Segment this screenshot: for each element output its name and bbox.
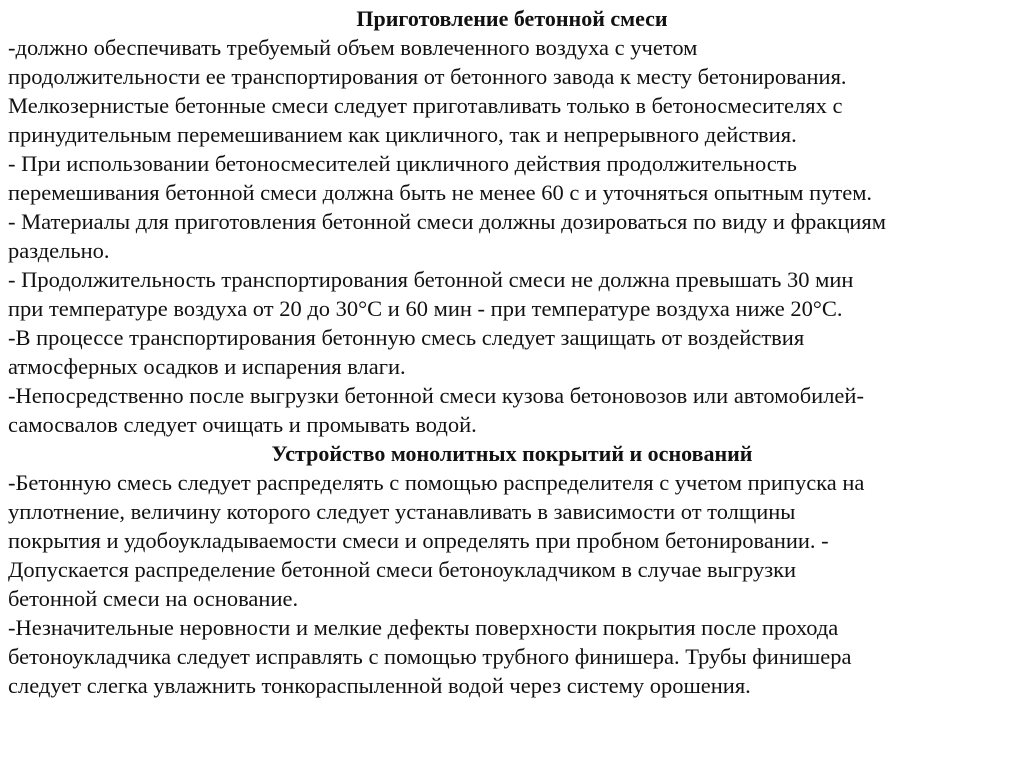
text-line: покрытия и удобоукладываемости смеси и определять при пробном бетонировании. - [8, 528, 829, 553]
text-line: - При использовании бетоносмесителей цикличного действия продолжительность [8, 151, 797, 176]
text-line: при температуре воздуха от 20 до 30°С и 60 мин - при температуре воздуха ниже 20°С. [8, 296, 843, 321]
text-line: Мелкозернистые бетонные смеси следует приготавливать только в бетоносмесителях с [8, 93, 843, 118]
section-title-monolithic-pavements: Устройство монолитных покрытий и оснований [271, 441, 753, 466]
section-body-concrete-mix-preparation [8, 33, 1016, 439]
text-line: - Продолжительность транспортирования бетонной смеси не должна превышать 30 мин [8, 267, 854, 292]
text-line: раздельно. [8, 238, 110, 263]
section-body-monolithic-pavements [8, 468, 1016, 700]
text-line: бетонной смеси на основание. [8, 586, 299, 611]
text-line: бетоноукладчика следует исправлять с помощью трубного финишера. Трубы финишера [8, 644, 852, 669]
text-line: следует слегка увлажнить тонкораспыленной водой через систему орошения. [8, 673, 751, 698]
text-line: -Непосредственно после выгрузки бетонной смеси кузова бетоновозов или автомобилей- [8, 383, 864, 408]
section-title-concrete-mix-preparation: Приготовление бетонной смеси [356, 6, 668, 31]
text-line: уплотнение, величину которого следует устанавливать в зависимости от толщины [8, 499, 796, 524]
text-line: атмосферных осадков и испарения влаги. [8, 354, 406, 379]
text-line: -Бетонную смесь следует распределять с помощью распределителя с учетом припуска на [8, 470, 865, 495]
text-line: Допускается распределение бетонной смеси бетоноукладчиком в случае выгрузки [8, 557, 797, 582]
text-line: -должно обеспечивать требуемый объем вовлеченного воздуха с учетом [8, 35, 698, 60]
text-line: -В процессе транспортирования бетонную смесь следует защищать от воздействия [8, 325, 805, 350]
text-line: - Материалы для приготовления бетонной смеси должны дозироваться по виду и фракциям [8, 209, 886, 234]
text-line: принудительным перемешиванием как цикличного, так и непрерывного действия. [8, 122, 797, 147]
text-line: самосвалов следует очищать и промывать водой. [8, 412, 477, 437]
text-line: -Незначительные неровности и мелкие дефекты поверхности покрытия после прохода [8, 615, 839, 640]
text-line: перемешивания бетонной смеси должна быть не менее 60 с и уточняться опытным путем. [8, 180, 873, 205]
text-line: продолжительности ее транспортирования от бетонного завода к месту бетонирования. [8, 64, 847, 89]
